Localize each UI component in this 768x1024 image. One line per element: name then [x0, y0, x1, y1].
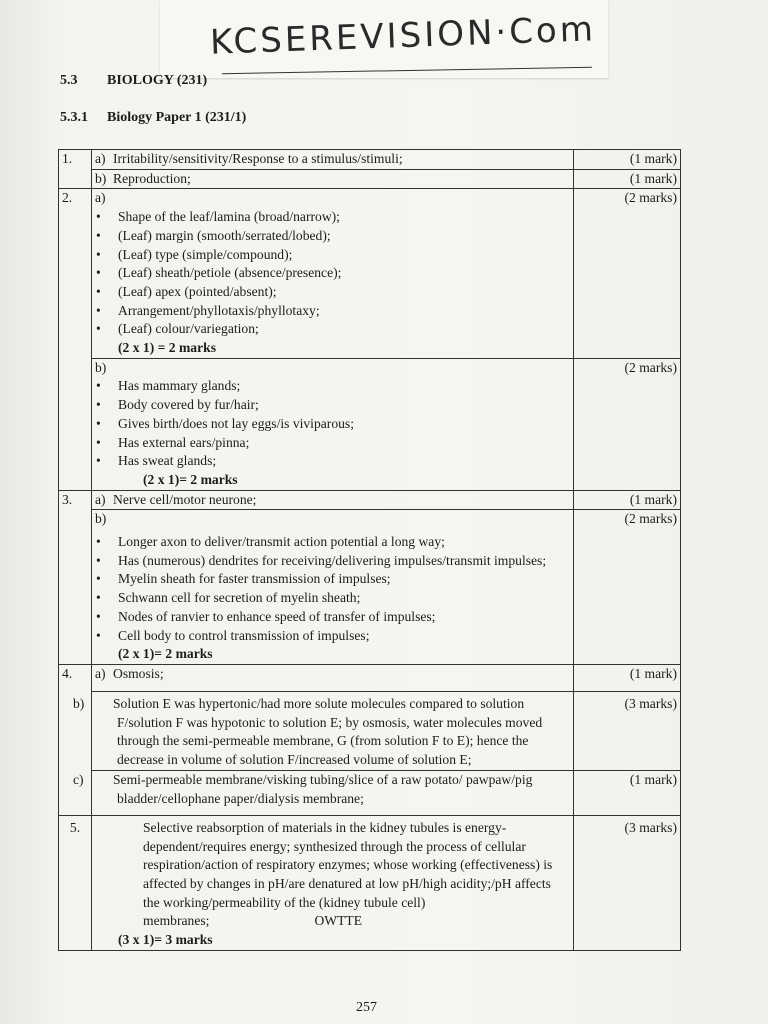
mark-allocation: (2 marks): [574, 189, 681, 358]
list-item: • Gives birth/does not lay eggs/is viviparous;: [95, 415, 570, 434]
list-item: • Cell body to control transmission of impulses;: [95, 627, 570, 646]
total-marks: (2 x 1)= 2 marks: [143, 471, 238, 487]
question-number: 5.: [59, 815, 92, 950]
answer-text: Osmosis;: [113, 665, 164, 681]
sub-label: a): [95, 151, 106, 166]
table-row: [59, 490, 681, 510]
sub-label: b): [95, 359, 107, 375]
total-marks: (3 x 1)= 3 marks: [118, 932, 213, 948]
answer-cell: [92, 510, 574, 665]
marking-scheme-table: [58, 149, 681, 951]
table-row: [59, 150, 681, 170]
answer-list: [95, 208, 570, 339]
sub-label: a): [95, 190, 106, 206]
list-item: • Body covered by fur/hair;: [95, 396, 570, 415]
table-row: [59, 691, 681, 770]
table-row: [59, 815, 681, 950]
owtte-note: OWTTE: [314, 913, 362, 929]
sub-label: a): [95, 491, 106, 507]
table-row: [59, 189, 681, 358]
mark-allocation: (2 marks): [574, 358, 681, 490]
answer-cell: [92, 150, 574, 170]
sub-label: a): [95, 665, 106, 681]
section-title: BIOLOGY (231): [107, 73, 208, 88]
sub-label: b): [73, 695, 85, 711]
answer-text: Semi-permeable membrane/visking tubing/slice of a raw potato/ pawpaw/pig bladder/cellophane paper/dialysis membrane;: [113, 771, 533, 806]
table-row: [59, 358, 681, 490]
list-item: • Shape of the leaf/lamina (broad/narrow);: [95, 208, 570, 227]
answer-cell: [92, 189, 574, 358]
table-row: [59, 770, 681, 815]
list-item: • Has sweat glands;: [95, 452, 570, 471]
answer-cell: [73, 691, 574, 770]
sub-label: b): [95, 170, 107, 186]
question-number: 4.: [59, 664, 92, 815]
answer-list: [95, 377, 570, 471]
answer-cell: [92, 358, 574, 490]
list-item: • Longer axon to deliver/transmit action potential a long way;: [95, 533, 570, 552]
sub-label: c): [73, 771, 84, 787]
list-item: • Has mammary glands;: [95, 377, 570, 396]
answer-cell: [92, 169, 574, 189]
table-row: [59, 664, 681, 691]
question-number: 3.: [59, 490, 92, 664]
list-item: • (Leaf) margin (smooth/serrated/lobed);: [95, 227, 570, 246]
answer-text: Nerve cell/motor neurone;: [113, 491, 257, 507]
mark-allocation: (3 marks): [574, 691, 681, 770]
answer-text: Solution E was hypertonic/had more solute molecules compared to solution F/solution F was hypotonic to solution E; by osmosis, water molecules moved through the semi-permeable membrane, G (from solution F to E); hence the decrease in volume of solution F/increased volume of solution E;: [113, 695, 543, 768]
list-item: • Arrangement/phyllotaxis/phyllotaxy;: [95, 302, 570, 321]
answer-text: Selective reabsorption of materials in the kidney tubules is energy-dependent/requires energy; synthesized through the process of cellular respiration/action of respiratory enzymes; whose working (effectiveness) is affected by changes in pH/are denatured at low pH/high acidity;/pH affects the working/permeability of the (kidney tubule cell) membranes;: [143, 819, 553, 929]
list-item: • Has external ears/pinna;: [95, 434, 570, 453]
answer-text: Irritability/sensitivity/Response to a stimulus/stimuli;: [113, 151, 403, 166]
list-item: • Myelin sheath for faster transmission of impulses;: [95, 570, 570, 589]
sub-label: b): [95, 511, 107, 527]
answer-list: [95, 529, 570, 645]
subsection-number: 5.3.1: [60, 110, 88, 125]
list-item: • (Leaf) type (simple/compound);: [95, 246, 570, 265]
list-item: • Nodes of ranvier to enhance speed of transfer of impulses;: [95, 608, 570, 627]
list-item: • (Leaf) apex (pointed/absent);: [95, 283, 570, 302]
question-number: 1.: [59, 150, 92, 189]
mark-allocation: (1 mark): [574, 490, 681, 510]
mark-allocation: (1 mark): [574, 664, 681, 691]
list-item: • Has (numerous) dendrites for receiving/delivering impulses/transmit impulses;: [95, 552, 570, 571]
mark-allocation: (2 marks): [574, 510, 681, 665]
mark-allocation: (1 mark): [574, 150, 681, 170]
total-marks: (2 x 1) = 2 marks: [118, 340, 216, 356]
total-marks: (2 x 1)= 2 marks: [118, 646, 213, 662]
answer-cell: [92, 664, 574, 691]
table-row: [59, 510, 681, 665]
answer-text: Reproduction;: [113, 170, 191, 186]
list-item: • (Leaf) colour/variegation;: [95, 320, 570, 339]
watermark-text: KCSEREVISION·Com: [209, 9, 597, 63]
answer-cell: [92, 815, 574, 950]
answer-cell: [92, 490, 574, 510]
mark-allocation: (1 mark): [574, 770, 681, 815]
list-item: • Schwann cell for secretion of myelin sheath;: [95, 589, 570, 608]
mark-allocation: (1 mark): [574, 169, 681, 189]
subsection-title: Biology Paper 1 (231/1): [107, 110, 247, 125]
section-number: 5.3: [60, 73, 78, 88]
table-row: [59, 169, 681, 189]
mark-allocation: (3 marks): [574, 815, 681, 950]
list-item: • (Leaf) sheath/petiole (absence/presence);: [95, 264, 570, 283]
page-number: 257: [356, 1000, 377, 1015]
answer-cell: [73, 770, 574, 815]
question-number: 2.: [59, 189, 92, 490]
